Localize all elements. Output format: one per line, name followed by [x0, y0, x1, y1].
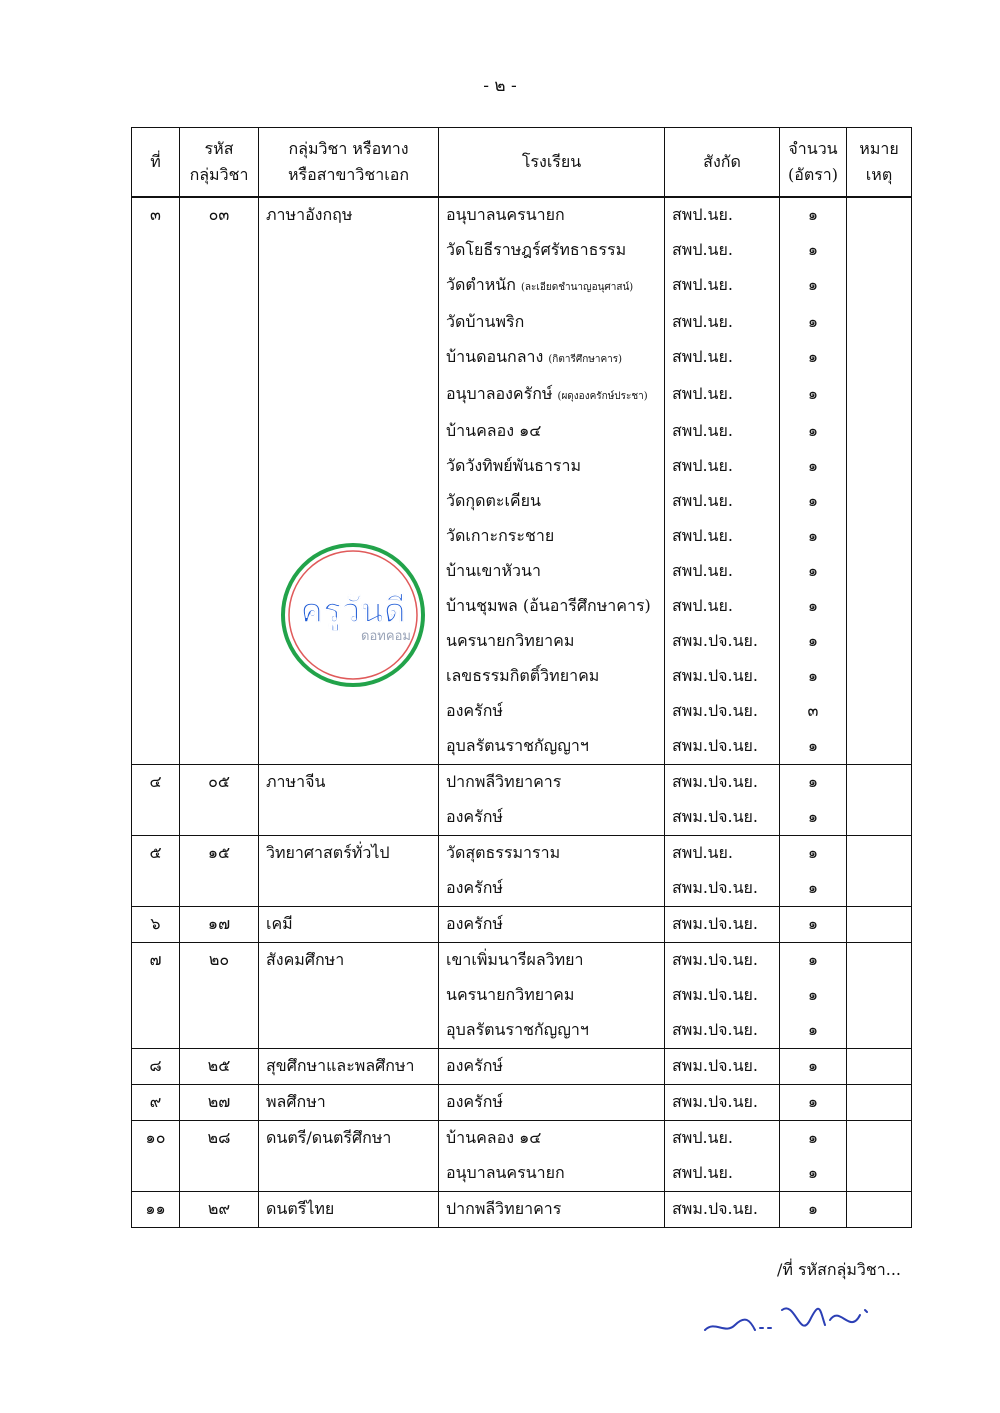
cell-no — [132, 377, 180, 414]
cell-code: ๒๙ — [180, 1192, 259, 1228]
header-row — [132, 128, 912, 198]
cell-code — [180, 414, 259, 449]
cell-count: ๑ — [780, 907, 847, 943]
cell-remark — [847, 624, 912, 659]
cell-subject — [259, 305, 439, 340]
cell-count: ๑ — [780, 519, 847, 554]
cell-subject — [259, 377, 439, 414]
school-name: บ้านดอนกลาง — [446, 347, 544, 366]
cell-no — [132, 449, 180, 484]
cell-affiliation: สพม.ปจ.นย. — [665, 1192, 780, 1228]
cell-affiliation: สพป.นย. — [665, 233, 780, 268]
cell-affiliation: สพม.ปจ.นย. — [665, 765, 780, 801]
cell-count: ๑ — [780, 1049, 847, 1085]
cell-no — [132, 659, 180, 694]
table-row — [132, 197, 912, 233]
cell-school — [439, 729, 665, 765]
cell-school — [439, 197, 665, 233]
cell-code: ๑๕ — [180, 836, 259, 872]
header-line: สังกัด — [703, 152, 741, 171]
cell-affiliation: สพม.ปจ.นย. — [665, 1013, 780, 1049]
header-line: โรงเรียน — [521, 152, 582, 171]
cell-code — [180, 659, 259, 694]
cell-school — [439, 1049, 665, 1085]
school-name: อุบลรัตนราชกัญญาฯ — [446, 736, 589, 755]
header-line: กลุ่มวิชา หรือทาง — [288, 139, 409, 158]
cell-affiliation: สพม.ปจ.นย. — [665, 1085, 780, 1121]
table-row — [132, 340, 912, 377]
header-code — [180, 128, 259, 198]
cell-count: ๑ — [780, 554, 847, 589]
cell-code — [180, 729, 259, 765]
table-row — [132, 907, 912, 943]
header-subject — [259, 128, 439, 198]
cell-remark — [847, 659, 912, 694]
cell-affiliation: สพป.นย. — [665, 836, 780, 872]
cell-subject: พลศึกษา — [259, 1085, 439, 1121]
cell-school — [439, 836, 665, 872]
cell-no — [132, 484, 180, 519]
cell-no — [132, 694, 180, 729]
table-row — [132, 414, 912, 449]
cell-no — [132, 800, 180, 836]
cell-affiliation: สพป.นย. — [665, 414, 780, 449]
table-row — [132, 268, 912, 305]
cell-remark — [847, 836, 912, 872]
cell-no — [132, 624, 180, 659]
cell-affiliation: สพม.ปจ.นย. — [665, 871, 780, 907]
cell-subject: ภาษาจีน — [259, 765, 439, 801]
cell-no — [132, 589, 180, 624]
cell-no — [132, 414, 180, 449]
table-row — [132, 694, 912, 729]
cell-school — [439, 519, 665, 554]
cell-count: ๑ — [780, 305, 847, 340]
cell-subject — [259, 1156, 439, 1192]
school-note: (กิตารีศึกษาคาร) — [548, 354, 623, 365]
school-name: องครักษ์ — [446, 701, 503, 720]
cell-no — [132, 233, 180, 268]
cell-subject: สุขศึกษาและพลศึกษา — [259, 1049, 439, 1085]
cell-count: ๑ — [780, 589, 847, 624]
table-body — [132, 197, 912, 1228]
cell-affiliation: สพป.นย. — [665, 554, 780, 589]
cell-count: ๑ — [780, 340, 847, 377]
cell-remark — [847, 1121, 912, 1157]
cell-school — [439, 978, 665, 1013]
cell-school — [439, 268, 665, 305]
cell-subject: เคมี — [259, 907, 439, 943]
cell-no: ๓ — [132, 197, 180, 233]
cell-code — [180, 1013, 259, 1049]
table-row — [132, 978, 912, 1013]
cell-subject — [259, 1013, 439, 1049]
school-name: บ้านเขาหัวนา — [446, 561, 541, 580]
cell-affiliation: สพม.ปจ.นย. — [665, 624, 780, 659]
header-line: รหัส — [204, 139, 234, 158]
cell-remark — [847, 414, 912, 449]
cell-subject: ดนตรี/ดนตรีศึกษา — [259, 1121, 439, 1157]
cell-affiliation: สพป.นย. — [665, 589, 780, 624]
school-name: วัดสุตธรรมาราม — [446, 843, 561, 862]
cell-affiliation: สพม.ปจ.นย. — [665, 800, 780, 836]
table-row — [132, 1085, 912, 1121]
cell-no — [132, 871, 180, 907]
cell-no — [132, 268, 180, 305]
cell-no: ๑๐ — [132, 1121, 180, 1157]
cell-code — [180, 871, 259, 907]
table-row — [132, 589, 912, 624]
cell-subject — [259, 340, 439, 377]
cell-remark — [847, 268, 912, 305]
cell-code — [180, 519, 259, 554]
cell-code — [180, 589, 259, 624]
header-line: จำนวน — [788, 139, 838, 158]
school-name: อนุบาลนครนายก — [446, 1163, 565, 1182]
cell-subject: วิทยาศาสตร์ทั่วไป — [259, 836, 439, 872]
cell-school — [439, 943, 665, 979]
cell-count: ๑ — [780, 765, 847, 801]
cell-count: ๑ — [780, 377, 847, 414]
cell-affiliation: สพป.นย. — [665, 449, 780, 484]
cell-remark — [847, 943, 912, 979]
school-name: ปากพลีวิทยาคาร — [446, 772, 562, 791]
header-line: (อัตรา) — [787, 165, 839, 184]
cell-school — [439, 624, 665, 659]
table-row — [132, 943, 912, 979]
cell-affiliation: สพป.นย. — [665, 197, 780, 233]
school-name: วัดโยธีราษฎร์ศรัทธาธรรม — [446, 240, 627, 259]
cell-remark — [847, 519, 912, 554]
cell-affiliation: สพม.ปจ.นย. — [665, 729, 780, 765]
cell-affiliation: สพป.นย. — [665, 1121, 780, 1157]
cell-code: ๑๗ — [180, 907, 259, 943]
school-name: องครักษ์ — [446, 807, 503, 826]
cell-school — [439, 1121, 665, 1157]
cell-subject — [259, 484, 439, 519]
cell-school — [439, 1013, 665, 1049]
table-row — [132, 659, 912, 694]
page-number: - ๒ - — [483, 76, 517, 96]
school-name: องครักษ์ — [446, 1092, 503, 1111]
cell-school — [439, 589, 665, 624]
table-row — [132, 484, 912, 519]
cell-no: ๖ — [132, 907, 180, 943]
school-note: (ละเอียดชำนาญอนุศาสน์) — [521, 282, 634, 293]
cell-code — [180, 377, 259, 414]
cell-remark — [847, 1013, 912, 1049]
cell-remark — [847, 1049, 912, 1085]
vacancy-table — [131, 127, 912, 1228]
cell-remark — [847, 1156, 912, 1192]
school-name: วัดเกาะกระชาย — [446, 526, 555, 545]
school-name: อนุบาลนครนายก — [446, 205, 565, 224]
school-name: นครนายกวิทยาคม — [446, 985, 575, 1004]
cell-count: ๑ — [780, 871, 847, 907]
school-name: องครักษ์ — [446, 878, 503, 897]
cell-code — [180, 340, 259, 377]
header-line: ที่ — [150, 152, 161, 171]
school-name: บ้านคลอง ๑๔ — [446, 1128, 542, 1147]
school-name: วัดตำหนัก — [446, 275, 516, 294]
cell-subject — [259, 268, 439, 305]
cell-school — [439, 340, 665, 377]
school-name: องครักษ์ — [446, 1056, 503, 1075]
table-row — [132, 729, 912, 765]
cell-code — [180, 233, 259, 268]
cell-count: ๑ — [780, 1013, 847, 1049]
cell-code — [180, 694, 259, 729]
cell-school — [439, 449, 665, 484]
table-row — [132, 1121, 912, 1157]
cell-no — [132, 305, 180, 340]
cell-code: ๐๕ — [180, 765, 259, 801]
cell-remark — [847, 800, 912, 836]
table-row — [132, 377, 912, 414]
cell-remark — [847, 765, 912, 801]
cell-count: ๑ — [780, 1121, 847, 1157]
cell-code — [180, 624, 259, 659]
watermark-stamp — [268, 540, 438, 690]
header-school — [439, 128, 665, 198]
cell-remark — [847, 907, 912, 943]
cell-count: ๑ — [780, 836, 847, 872]
cell-code — [180, 268, 259, 305]
cell-affiliation: สพม.ปจ.นย. — [665, 694, 780, 729]
header-line: หรือสาขาวิชาเอก — [287, 165, 409, 184]
cell-school — [439, 377, 665, 414]
cell-remark — [847, 233, 912, 268]
cell-school — [439, 800, 665, 836]
cell-remark — [847, 871, 912, 907]
school-name: วัดวังทิพย์พันธาราม — [446, 456, 581, 475]
table-row — [132, 305, 912, 340]
signature — [700, 1290, 880, 1350]
cell-count: ๑ — [780, 1085, 847, 1121]
school-note: (ผดุงองครักษ์ประชา) — [557, 391, 648, 402]
school-name: อนุบาลองครักษ์ — [446, 384, 553, 403]
cell-count: ๑ — [780, 197, 847, 233]
header-count — [780, 128, 847, 198]
cell-subject — [259, 233, 439, 268]
table-row — [132, 871, 912, 907]
cell-school — [439, 694, 665, 729]
cell-affiliation: สพม.ปจ.นย. — [665, 943, 780, 979]
table-row — [132, 800, 912, 836]
cell-affiliation: สพป.นย. — [665, 519, 780, 554]
cell-count: ๑ — [780, 1192, 847, 1228]
cell-code — [180, 978, 259, 1013]
header-affiliation — [665, 128, 780, 198]
cell-subject — [259, 978, 439, 1013]
cell-affiliation: สพป.นย. — [665, 1156, 780, 1192]
cell-school — [439, 1156, 665, 1192]
cell-code — [180, 484, 259, 519]
table-row — [132, 554, 912, 589]
cell-count: ๑ — [780, 449, 847, 484]
cell-remark — [847, 554, 912, 589]
cell-subject — [259, 449, 439, 484]
cell-code — [180, 449, 259, 484]
continuation-note: /ที่ รหัสกลุ่มวิชา... — [776, 1260, 901, 1279]
cell-remark — [847, 305, 912, 340]
cell-school — [439, 765, 665, 801]
cell-school — [439, 554, 665, 589]
cell-remark — [847, 978, 912, 1013]
cell-no — [132, 519, 180, 554]
cell-code: ๐๓ — [180, 197, 259, 233]
cell-subject — [259, 694, 439, 729]
header-line: หมาย — [859, 139, 899, 158]
header-line: เหตุ — [865, 165, 893, 184]
cell-count: ๑ — [780, 800, 847, 836]
cell-count: ๑ — [780, 268, 847, 305]
table-row — [132, 624, 912, 659]
cell-code: ๒๐ — [180, 943, 259, 979]
cell-affiliation: สพม.ปจ.นย. — [665, 907, 780, 943]
cell-count: ๑ — [780, 729, 847, 765]
table-row — [132, 1013, 912, 1049]
cell-code — [180, 800, 259, 836]
cell-affiliation: สพป.นย. — [665, 377, 780, 414]
cell-subject — [259, 414, 439, 449]
school-name: องครักษ์ — [446, 914, 503, 933]
cell-remark — [847, 694, 912, 729]
cell-school — [439, 659, 665, 694]
header-no — [132, 128, 180, 198]
cell-remark — [847, 449, 912, 484]
cell-no — [132, 729, 180, 765]
table-row — [132, 233, 912, 268]
cell-subject — [259, 729, 439, 765]
cell-school — [439, 484, 665, 519]
cell-no: ๘ — [132, 1049, 180, 1085]
header-line: กลุ่มวิชา — [189, 165, 249, 184]
cell-code: ๒๕ — [180, 1049, 259, 1085]
cell-school — [439, 233, 665, 268]
cell-affiliation: สพป.นย. — [665, 268, 780, 305]
school-name: เลขธรรมกิตติ์วิทยาคม — [446, 666, 600, 685]
school-name: บ้านคลอง ๑๔ — [446, 421, 542, 440]
cell-school — [439, 1192, 665, 1228]
cell-remark — [847, 729, 912, 765]
cell-subject — [259, 800, 439, 836]
cell-remark — [847, 197, 912, 233]
table-row — [132, 519, 912, 554]
table-row — [132, 1156, 912, 1192]
cell-school — [439, 414, 665, 449]
cell-affiliation: สพป.นย. — [665, 305, 780, 340]
cell-no: ๔ — [132, 765, 180, 801]
cell-no — [132, 1013, 180, 1049]
cell-affiliation: สพป.นย. — [665, 340, 780, 377]
cell-affiliation: สพม.ปจ.นย. — [665, 978, 780, 1013]
school-name: บ้านชุมพล (อ้นอารีศึกษาคาร) — [446, 596, 651, 615]
cell-code: ๒๘ — [180, 1121, 259, 1157]
cell-no — [132, 554, 180, 589]
cell-remark — [847, 377, 912, 414]
cell-school — [439, 907, 665, 943]
cell-no — [132, 1156, 180, 1192]
table-row — [132, 449, 912, 484]
cell-count: ๑ — [780, 1156, 847, 1192]
cell-code — [180, 1156, 259, 1192]
cell-affiliation: สพม.ปจ.นย. — [665, 659, 780, 694]
cell-school — [439, 871, 665, 907]
table-row — [132, 1192, 912, 1228]
cell-count: ๑ — [780, 414, 847, 449]
cell-count: ๑ — [780, 484, 847, 519]
cell-subject — [259, 871, 439, 907]
school-name: ปากพลีวิทยาคาร — [446, 1199, 562, 1218]
cell-subject: ภาษาอังกฤษ — [259, 197, 439, 233]
school-name: เขาเพิ่มนารีผลวิทยา — [446, 950, 584, 969]
cell-no — [132, 978, 180, 1013]
stamp-main-text: ครูวันดี — [300, 591, 406, 631]
school-name: วัดบ้านพริก — [446, 312, 525, 331]
table-row — [132, 765, 912, 801]
cell-no: ๗ — [132, 943, 180, 979]
cell-count: ๑ — [780, 659, 847, 694]
cell-remark — [847, 1192, 912, 1228]
cell-count: ๑ — [780, 978, 847, 1013]
table-row — [132, 836, 912, 872]
header-remark — [847, 128, 912, 198]
cell-subject: สังคมศึกษา — [259, 943, 439, 979]
cell-code — [180, 554, 259, 589]
cell-no: ๑๑ — [132, 1192, 180, 1228]
cell-remark — [847, 484, 912, 519]
cell-remark — [847, 340, 912, 377]
cell-count: ๑ — [780, 943, 847, 979]
stamp-sub-text: ดอทคอม — [361, 629, 411, 644]
cell-remark — [847, 589, 912, 624]
cell-code — [180, 305, 259, 340]
table-row — [132, 1049, 912, 1085]
cell-no — [132, 340, 180, 377]
cell-no: ๙ — [132, 1085, 180, 1121]
school-name: อุบลรัตนราชกัญญาฯ — [446, 1020, 589, 1039]
cell-school — [439, 305, 665, 340]
cell-count: ๑ — [780, 624, 847, 659]
cell-subject: ดนตรีไทย — [259, 1192, 439, 1228]
cell-code: ๒๗ — [180, 1085, 259, 1121]
school-name: นครนายกวิทยาคม — [446, 631, 575, 650]
cell-affiliation: สพป.นย. — [665, 484, 780, 519]
cell-remark — [847, 1085, 912, 1121]
cell-count: ๓ — [780, 694, 847, 729]
school-name: วัดกุดตะเคียน — [446, 491, 541, 510]
cell-no: ๕ — [132, 836, 180, 872]
cell-school — [439, 1085, 665, 1121]
cell-count: ๑ — [780, 233, 847, 268]
cell-affiliation: สพม.ปจ.นย. — [665, 1049, 780, 1085]
